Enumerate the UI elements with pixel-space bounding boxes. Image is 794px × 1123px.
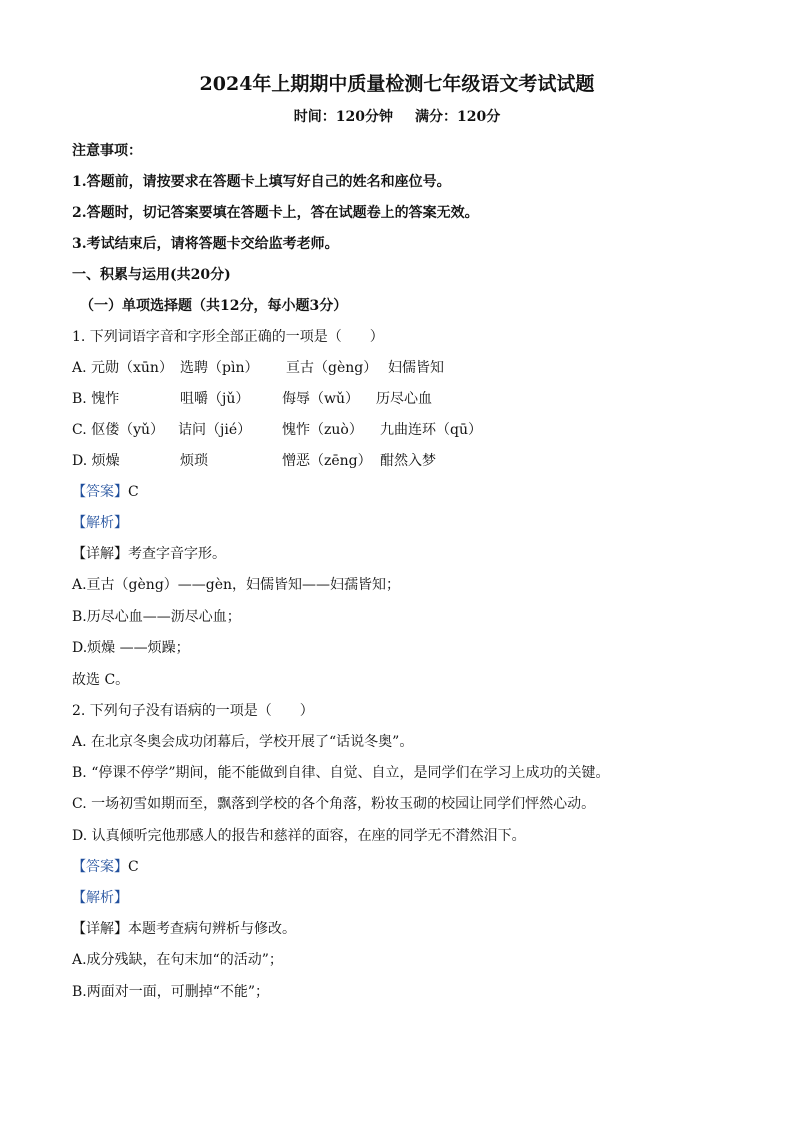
notice-item: 2.答题时，切记答案要填在答题卡上，答在试题卷上的答案无效。: [72, 205, 479, 221]
explanation-line: D.烦燥 ——烦躁；: [72, 640, 190, 656]
question-stem: 2. 下列句子没有语病的一项是（ ）: [72, 703, 314, 719]
explanation-line: 故选 C。: [72, 672, 130, 688]
option-b-2: 咀嚼（jǔ）: [180, 391, 250, 407]
notice-item: 1.答题前，请按要求在答题卡上填写好自己的姓名和座位号。: [72, 174, 451, 190]
detail-text: 考查字音字形。: [128, 546, 226, 562]
option-d-3: 憎恶（zēng）: [282, 453, 372, 469]
notice-item: 3.考试结束后，请将答题卡交给监考老师。: [72, 236, 339, 252]
option-a-3: 亘古（gèng）: [286, 360, 378, 376]
option-d-2: 烦琐: [180, 453, 208, 469]
exam-info: [0, 108, 794, 126]
option-b-3: 侮辱（wǔ）: [282, 391, 359, 407]
detail-line: [72, 545, 226, 563]
option-b-4: 历尽心血: [376, 391, 432, 407]
option-c-1: C. 伛偻（yǔ）: [72, 422, 165, 438]
option-a: A. 在北京冬奥会成功闭幕后，学校开展了“话说冬奥”。: [72, 734, 414, 750]
option-c-2: 诘问（jié）: [178, 422, 252, 438]
option-a-1: A. 元勋（xūn）: [72, 360, 173, 376]
exam-time: 时间：120分钟: [293, 109, 393, 125]
notice-heading: 注意事项：: [72, 143, 142, 159]
option-b: B. “停课不停学”期间，能不能做到自律、自觉、自立，是同学们在学习上成功的关键。: [72, 765, 610, 781]
analysis-tag: 【解析】: [72, 890, 128, 906]
explanation-line: B.历尽心血——沥尽心血；: [72, 609, 241, 625]
exam-score: 满分：120分: [415, 109, 501, 125]
answer-line: [72, 483, 139, 501]
detail-line: [72, 920, 296, 938]
explanation-line: A.亘古（gèng）——gèn，妇儒皆知——妇孺皆知；: [72, 577, 401, 593]
answer-line: [72, 858, 139, 876]
explanation-line: A.成分残缺，在句末加“的活动”；: [72, 952, 283, 968]
detail-text: 本题考查病句辨析与修改。: [128, 921, 296, 937]
option-d: D. 认真倾听完他那感人的报告和慈祥的面容，在座的同学无不潸然泪下。: [72, 828, 526, 844]
option-b-1: B. 愧怍: [72, 391, 120, 407]
detail-tag: 【详解】: [72, 921, 128, 937]
subsection-heading: （一）单项选择题（共12分，每小题3分）: [80, 298, 348, 314]
answer-tag: 【答案】: [72, 484, 128, 500]
answer-tag: 【答案】: [72, 859, 128, 875]
option-d-1: D. 烦燥: [72, 453, 120, 469]
answer-value: C: [128, 859, 139, 875]
explanation-line: B.两面对一面，可删掉“不能”；: [72, 984, 270, 1000]
option-a-2: 选聘（pìn）: [180, 360, 259, 376]
option-c: C. 一场初雪如期而至，飘落到学校的各个角落，粉妆玉砌的校园让同学们怦然心动。: [72, 796, 596, 812]
detail-tag: 【详解】: [72, 546, 128, 562]
option-d-4: 酣然入梦: [380, 453, 436, 469]
option-c-4: 九曲连环（qū）: [380, 422, 482, 438]
question-stem: 1. 下列词语字音和字形全部正确的一项是（ ）: [72, 329, 384, 345]
page-title: 2024年上期期中质量检测七年级语文考试试题: [199, 73, 595, 95]
answer-value: C: [128, 484, 139, 500]
option-c-3: 愧怍（zuò）: [282, 422, 363, 438]
option-a-4: 妇儒皆知: [388, 360, 444, 376]
section-heading: 一、积累与运用(共20分): [72, 267, 231, 283]
analysis-tag: 【解析】: [72, 515, 128, 531]
